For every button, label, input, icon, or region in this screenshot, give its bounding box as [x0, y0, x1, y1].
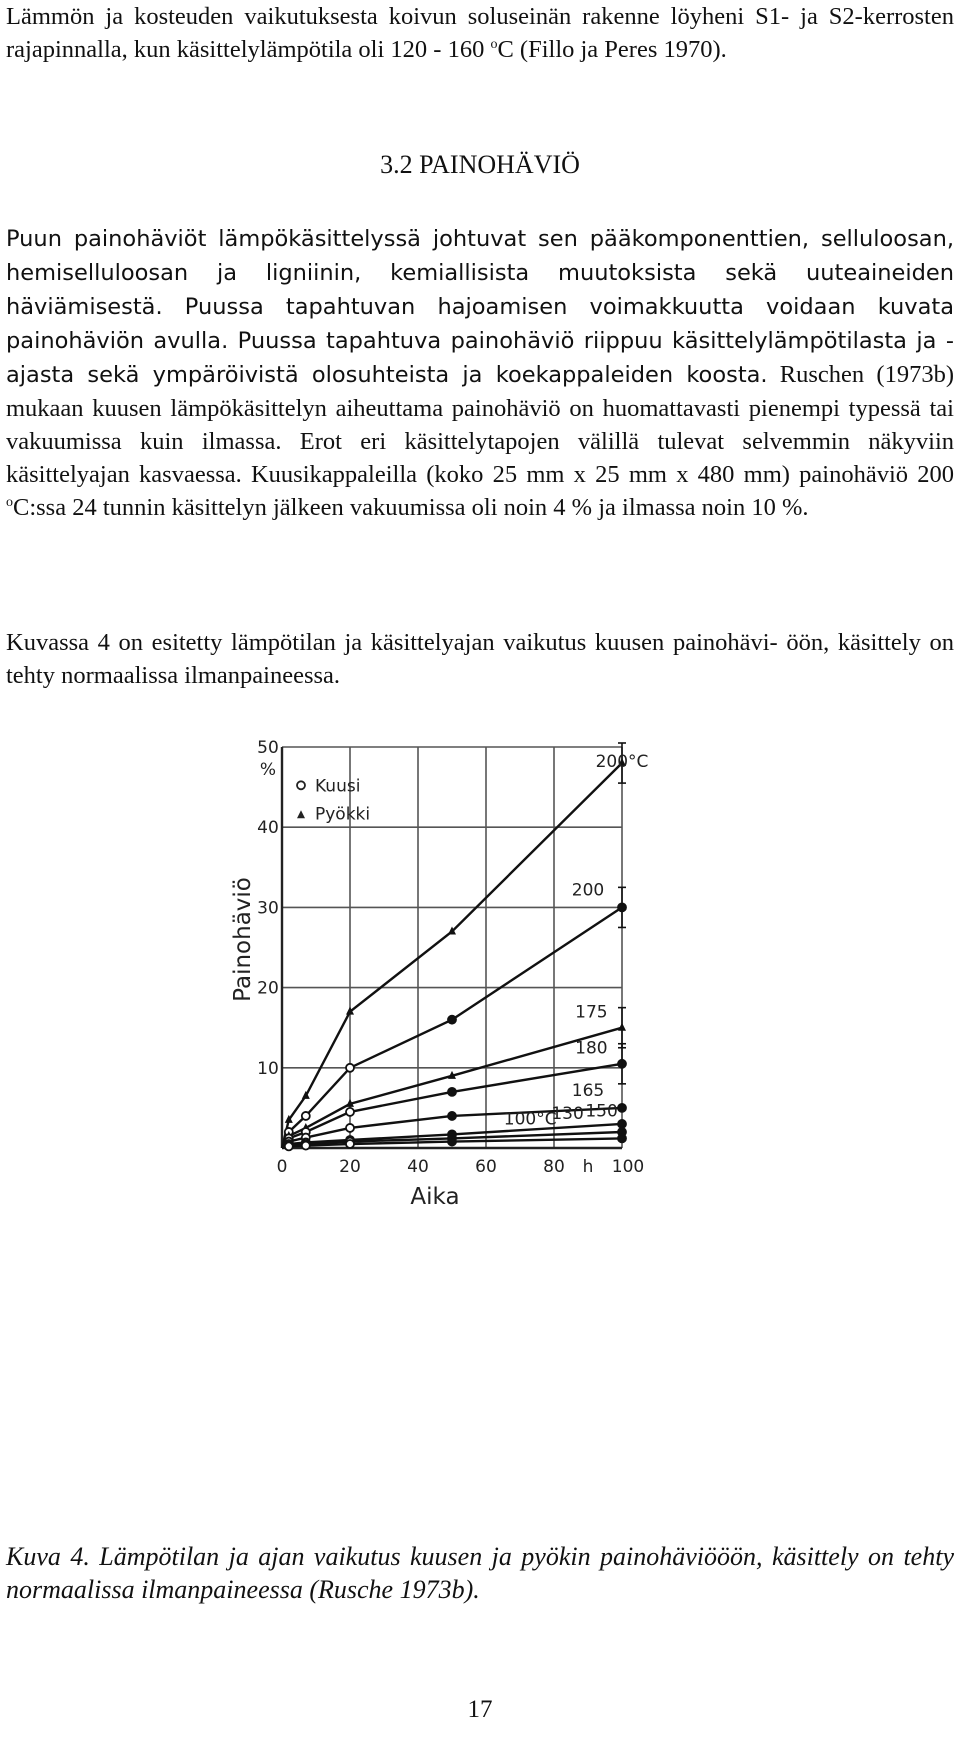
figure-intro-paragraph: Kuvassa 4 on esitetty lämpötilan ja käsittelyajan vaikutus kuusen painohävi- öön, käsittely on tehty normaalissa ilmanpaineessa. [6, 629, 954, 689]
data-point-circle [448, 1016, 456, 1024]
x-tick-label: 0 [276, 1157, 288, 1177]
y-tick-label: 10 [257, 1058, 279, 1079]
page-number: 17 [467, 1696, 493, 1723]
body-text-sans: Puun painohäviöt lämpökäsittelyssä johtuvat sen pääkomponenttien, selluloosan, hemiselluloosan ja ligniinin, kemiallisista muutoksista sekä uuteaineiden häviämisestä. Puussa tapahtuvan hajoamisen voimakkuutta voidaan kuvata painohäviön avulla. Puussa tapahtuva painohäviö riippuu käsittelylämpötilasta ja -ajasta sekä ympäröivistä olosuhteista ja koekappaleiden koosta. [6, 226, 954, 388]
y-axis-title: Painohäviö [230, 877, 256, 1002]
data-point-circle [346, 1140, 354, 1148]
body-text: Ruschen (1973b) mukaan kuusen lämpökäsittelyn aiheuttama painohäviö on huomattavasti pienempi typessä tai vakuumissa kuin ilmassa. Erot eri käsittelytapojen välillä tulevat selvemmin näkyviin käsittelyajan kasvaessa. Kuusikappaleilla (koko 25 mm x 25 mm x 480 mm) painohäviö 200 [6, 361, 954, 488]
y-tick-label: 50 [257, 738, 279, 758]
y-unit-label: % [259, 760, 277, 780]
series-label: 100°C [503, 1109, 557, 1130]
x-tick-label: 40 [407, 1157, 429, 1177]
data-point-circle [448, 1088, 456, 1096]
degree-sup: o [490, 37, 498, 52]
legend-circle-marker [297, 781, 305, 789]
y-tick-label: 20 [257, 978, 279, 999]
legend-label: Kuusi [315, 776, 361, 797]
data-point-circle [346, 1108, 354, 1116]
x-tick-label: h [582, 1157, 594, 1177]
weight-loss-chart [215, 735, 730, 1340]
intro-paragraph [6, 0, 954, 66]
series-label: 150 [585, 1101, 618, 1122]
data-point-circle [302, 1112, 310, 1120]
section-heading: 3.2 PAINOHÄVIÖ [380, 150, 580, 179]
y-tick-label: 40 [257, 818, 279, 839]
intro-text: Lämmön ja kosteuden vaikutuksesta koivun soluseinän rakenne löyheni S1- ja S2-kerrosten rajapinnalla, kun käsittelylämpötila oli 120 - 160 [6, 3, 954, 63]
body-paragraph [6, 222, 954, 524]
data-point-circle [448, 1138, 456, 1146]
data-point-circle [346, 1064, 354, 1072]
intro-text-end: C (Fillo ja Peres 1970). [497, 36, 727, 63]
body-text-end: C:ssa 24 tunnin käsittelyn jälkeen vakuumissa oli noin 4 % ja ilmassa noin 10 %. [13, 494, 809, 521]
x-axis-title: Aika [410, 1184, 460, 1210]
series-label: 180 [575, 1038, 608, 1059]
data-point-circle [285, 1142, 293, 1150]
data-point-circle [448, 1112, 456, 1120]
y-tick-label: 30 [257, 898, 279, 919]
x-tick-label: 60 [475, 1157, 497, 1177]
x-tick-label: 80 [543, 1157, 565, 1177]
degree-sup: o [6, 495, 13, 510]
x-tick-label: 100 [611, 1157, 645, 1177]
legend-triangle-marker [297, 810, 305, 818]
series-label: 130 [551, 1104, 584, 1125]
legend-label: Pyökki [315, 804, 371, 825]
x-tick-label: 20 [339, 1157, 361, 1177]
figure-caption: Kuva 4. Lämpötilan ja ajan vaikutus kuusen ja pyökin painohäviööön, käsittely on tehty normaalissa ilmanpaineessa (Rusche 1973b). [6, 1542, 954, 1604]
series-label: 200°C [595, 752, 649, 773]
data-point-circle [618, 1134, 626, 1142]
data-point-circle [618, 1104, 626, 1112]
series-label: 200 [571, 880, 605, 901]
data-point-circle [346, 1124, 354, 1132]
data-point-circle [618, 1120, 626, 1128]
series-label: 165 [571, 1080, 605, 1101]
data-point-circle [302, 1142, 310, 1150]
series-label: 175 [575, 1002, 608, 1023]
